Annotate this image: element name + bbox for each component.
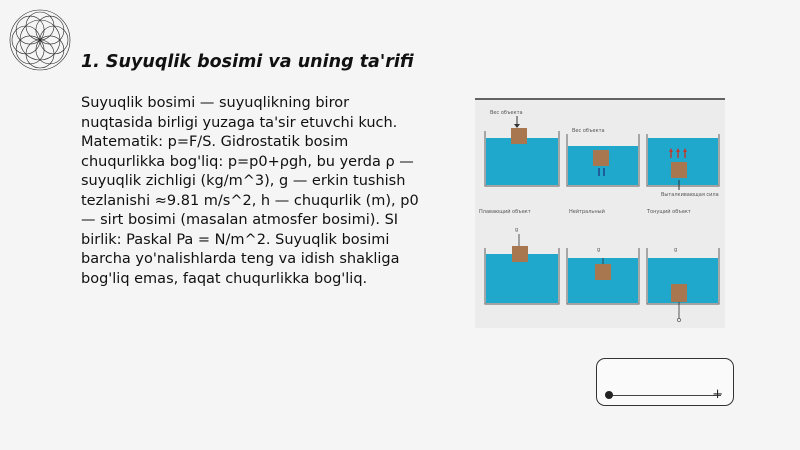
marker-label-1: g — [515, 227, 519, 233]
buoyancy-diagram — [475, 98, 725, 328]
rosette-decoration — [4, 4, 76, 76]
progress-track[interactable] — [609, 395, 721, 396]
tank-1 — [485, 110, 559, 186]
media-player[interactable] — [596, 358, 734, 406]
block-icon — [671, 284, 687, 302]
block-icon — [512, 246, 528, 262]
progress-handle[interactable] — [605, 391, 613, 399]
tank-2 — [567, 128, 639, 186]
block-icon — [595, 264, 611, 280]
block-icon — [511, 128, 527, 144]
tank-3 — [647, 134, 719, 198]
volume-plus-icon[interactable]: + — [712, 387, 723, 402]
marker-label-3: g — [674, 247, 678, 253]
tank-4 — [485, 227, 559, 304]
slide-body-text: Suyuqlik bosimi — suyuqlikning biror nuqtasida birligi yuzaga ta'sir etuvchi kuch. Matematik: p=F/S. Gidrostatik bosim chuqurlikka bog'liq: p=p0+ρgh, bu yerda ρ — suyuqlik zichligi (kg/m^3), g — erkin tushish tezlanishi ≈9.81 m/s^2, h — chuqurlik (m), p0 — sirt bosimi (masalan atmosfer bosimi). SI birlik: Paskal Pa = N/m^2. Suyuqlik bosimi barcha yo'nalishlarda teng va idish shakliga bog'liq emas, faqat chuqurlikka bog'liq. — [81, 95, 419, 287]
panel-label-6: Тонущий объект — [647, 209, 691, 215]
block-icon — [671, 162, 687, 178]
tank-5 — [567, 247, 639, 304]
block-icon — [593, 150, 609, 166]
panel-label-1: Вес объекта — [490, 110, 523, 116]
marker-label-2: g — [597, 247, 601, 253]
tank-6 — [647, 247, 719, 322]
panel-label-4: Плавающий объект — [479, 209, 531, 215]
panel-label-3: Выталкивающая сила — [661, 192, 719, 198]
panel-label-2: Вес объекта — [572, 128, 605, 134]
panel-label-5: Нейтральный — [569, 209, 605, 215]
slide-title: 1. Suyuqlik bosimi va uning ta'rifi — [81, 52, 414, 72]
